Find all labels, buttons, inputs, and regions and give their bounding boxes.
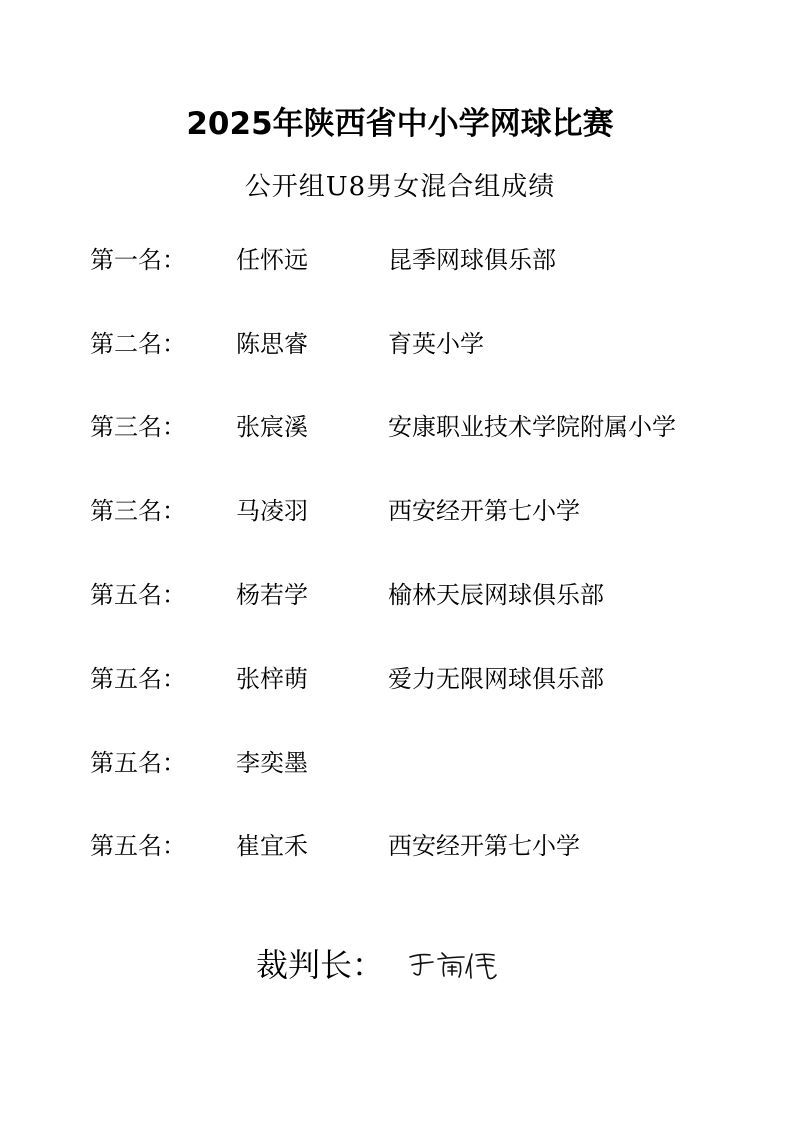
chief-referee-label: 裁判长： [256, 946, 385, 984]
player-name: 杨若学 [236, 581, 308, 609]
player-name: 李奕墨 [236, 749, 308, 777]
rank-label: 第五名： [90, 749, 186, 777]
rank-label: 第五名： [90, 832, 186, 860]
player-name: 张梓萌 [236, 665, 308, 693]
result-row [0, 826, 800, 866]
player-name: 崔宜禾 [236, 832, 308, 860]
player-organization: 西安经开第七小学 [388, 497, 580, 525]
player-organization: 昆季网球俱乐部 [388, 246, 556, 274]
player-organization: 西安经开第七小学 [388, 832, 580, 860]
result-row [0, 659, 800, 699]
result-row [0, 324, 800, 364]
result-row [0, 575, 800, 615]
player-name: 张宸溪 [236, 413, 308, 441]
rank-label: 第三名： [90, 413, 186, 441]
player-name: 陈思睿 [236, 330, 308, 358]
rank-label: 第五名： [90, 581, 186, 609]
rank-label: 第三名： [90, 497, 186, 525]
player-organization: 育英小学 [388, 330, 484, 358]
referee-signature-line [256, 943, 556, 987]
result-row [0, 491, 800, 531]
player-name: 任怀远 [236, 246, 308, 274]
result-row [0, 743, 800, 783]
result-row [0, 240, 800, 280]
rank-label: 第五名： [90, 665, 186, 693]
handwritten-signature [406, 945, 506, 983]
document-subtitle: 公开组U8男女混合组成绩 [244, 172, 556, 202]
player-organization: 榆林天辰网球俱乐部 [388, 581, 604, 609]
player-organization: 安康职业技术学院附属小学 [388, 413, 676, 441]
result-row [0, 407, 800, 447]
player-name: 马凌羽 [236, 497, 308, 525]
document-title: 2025年陕西省中小学网球比赛 [186, 106, 614, 142]
player-organization: 爱力无限网球俱乐部 [388, 665, 604, 693]
rank-label: 第一名： [90, 246, 186, 274]
rank-label: 第二名： [90, 330, 186, 358]
